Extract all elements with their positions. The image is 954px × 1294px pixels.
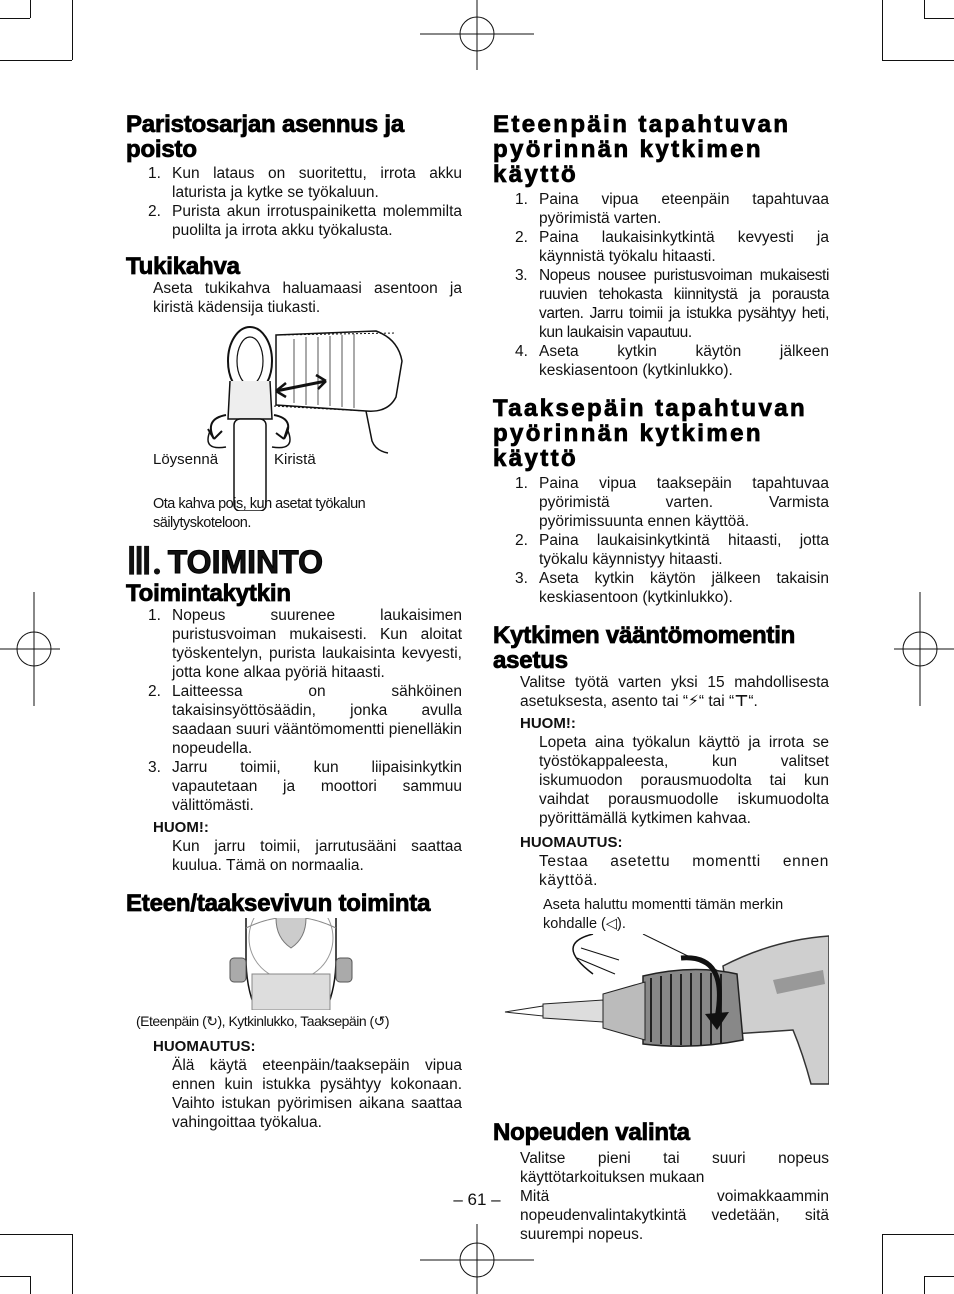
figure-caption: (Eteenpäin (↻), Kytkinlukko, Taaksepäin (↺): [136, 1013, 390, 1029]
list-item: 3. Jarru toimii, kun liipaisinkytkin vapautetaan ja moottori sammuu välittömästi.: [148, 759, 462, 814]
list-item: 2. Purista akun irrotuspainiketta molemmilta puolilta ja irrota akku työkalusta.: [148, 203, 462, 239]
section-title: Tukikahva: [126, 253, 240, 280]
section-title: Taaksepäin tapahtuvan pyörinnän kytkimen käyttö: [493, 395, 808, 472]
list-item: 2. Paina laukaisinkytkintä kevyesti ja käynnistä työkalu hitaasti.: [515, 229, 829, 265]
note-heading: HUOM!:: [153, 819, 209, 836]
drill-mode-icon: ⚡: [688, 693, 699, 710]
right-column: [493, 108, 829, 1244]
left-column: [126, 108, 462, 1132]
figure-caption: Aseta haluttu momentti tämän merkin kohdalle (◁).: [543, 897, 784, 932]
forward-rotation-icon: ↻: [206, 1013, 218, 1029]
list-item: 1. Nopeus suurenee laukaisimen puristusvoiman mukaisesti. Kun aloitat työskentelyn, purista laukaisinta kevyesti, jotta kone alkaa pyöriä hitaasti.: [148, 607, 462, 681]
chapter-number: Ⅲ.: [126, 541, 162, 583]
note-text: Kun jarru toimii, jarrutusääni saattaa kuulua. Tämä on normaalia.: [172, 838, 462, 874]
tighten-label: Kiristä: [274, 451, 316, 468]
page-number: – 61 –: [453, 1190, 501, 1209]
chapter-title: TOIMINTO: [167, 544, 323, 580]
list-item: 1. Paina vipua taaksepäin tapahtuvaa pyörimistä varten. Varmista pyörimissuunta ennen käyttöä.: [515, 475, 829, 530]
list-item: 4. Aseta kytkin käytön jälkeen keskiasentoon (kytkinlukko).: [515, 343, 829, 379]
numbered-list: [493, 190, 829, 380]
section-title: Eteen/taaksevivun toiminta: [126, 890, 431, 917]
figure-caption: Ota kahva pois, kun asetat työkalun säilytyskoteloon.: [153, 496, 366, 531]
section-title: Eteenpäin tapahtuvan pyörinnän kytkimen käyttö: [493, 111, 791, 188]
mark-triangle-icon: ◁: [605, 916, 618, 932]
side-handle-figure: [126, 321, 462, 531]
list-item: 1. Paina vipua eteenpäin tapahtuvaa pyörimistä varten.: [515, 191, 829, 227]
registration-mark: [420, 0, 534, 70]
note-text: Älä käytä eteenpäin/taaksepäin vipua ennen kuin istukka pysähtyy kokonaan. Vaihto istukan pyörimisen aikana saattaa vahingoittaa työkalua.: [172, 1057, 462, 1131]
list-item: 1. Kun lataus on suoritettu, irrota akku laturista ja kytke se työkaluun.: [148, 165, 462, 201]
numbered-list: [493, 474, 829, 607]
chapter-heading: [126, 541, 462, 583]
torque-figure: [493, 896, 829, 1104]
numbered-list: [126, 606, 462, 815]
body-text: Mitä voimakkaammin nopeudenvalintakytkintä vedetään, sitä suurempi nopeus.: [520, 1188, 829, 1243]
note-text: Lopeta aina työkalun käyttö ja irrota se työstökappaleesta, kun valitset iskumuodon porausmuodolta tai kun vaihdat porausmuodolle iskumuodolta pyörittämällä kytkimen kahvaa.: [539, 734, 829, 827]
drill-handle-illustration: [126, 321, 462, 511]
list-item: 2. Laitteessa on sähköinen takaisinsyöttösäädin, jonka avulla saadaan suuri vääntömomentti pienelläkin nopeudella.: [148, 683, 462, 757]
registration-mark: [0, 592, 60, 706]
section-title: Paristosarjan asennus ja poisto: [126, 111, 404, 163]
section-title: Kytkimen vääntömomentin asetus: [493, 622, 796, 674]
reverse-rotation-icon: ↺: [373, 1013, 385, 1029]
list-item: 3. Nopeus nousee puristusvoiman mukaisesti ruuvien tehokasta kiinnitystä ja porausta varten. Jarru toimii ja istukka pysähtyy heti, kun laukaisin vapautuu.: [515, 267, 829, 341]
direction-lever-illustration: [126, 918, 462, 1010]
note-heading: HUOMAUTUS:: [520, 834, 623, 851]
registration-mark: [894, 592, 954, 706]
numbered-list: [126, 164, 462, 240]
section-title: Nopeuden valinta: [493, 1119, 690, 1146]
loosen-label: Löysennä: [153, 451, 219, 468]
screw-mode-icon: ⊤: [734, 693, 749, 710]
section-title: Toimintakytkin: [126, 580, 291, 607]
body-text: Aseta tukikahva haluamaasi asentoon ja kiristä kädensija tiukasti.: [153, 280, 462, 316]
list-item: 2. Paina laukaisinkytkintä hitaasti, jotta työkalu käynnistyy hitaasti.: [515, 532, 829, 568]
note-heading: HUOMAUTUS:: [153, 1038, 256, 1055]
list-item: 3. Aseta kytkin käytön jälkeen takaisin keskiasentoon (kytkinlukko).: [515, 570, 829, 606]
torque-clutch-illustration: [493, 934, 829, 1104]
body-text: Valitse pieni tai suuri nopeus käyttötarkoituksen mukaan: [520, 1150, 829, 1186]
note-heading: HUOM!:: [520, 715, 576, 732]
note-text: Testaa asetettu momentti ennen käyttöä.: [539, 853, 829, 889]
body-text: Valitse työtä varten yksi 15 mahdollisesta asetuksesta, asento tai “⚡“ tai “⊤“.: [520, 674, 829, 710]
